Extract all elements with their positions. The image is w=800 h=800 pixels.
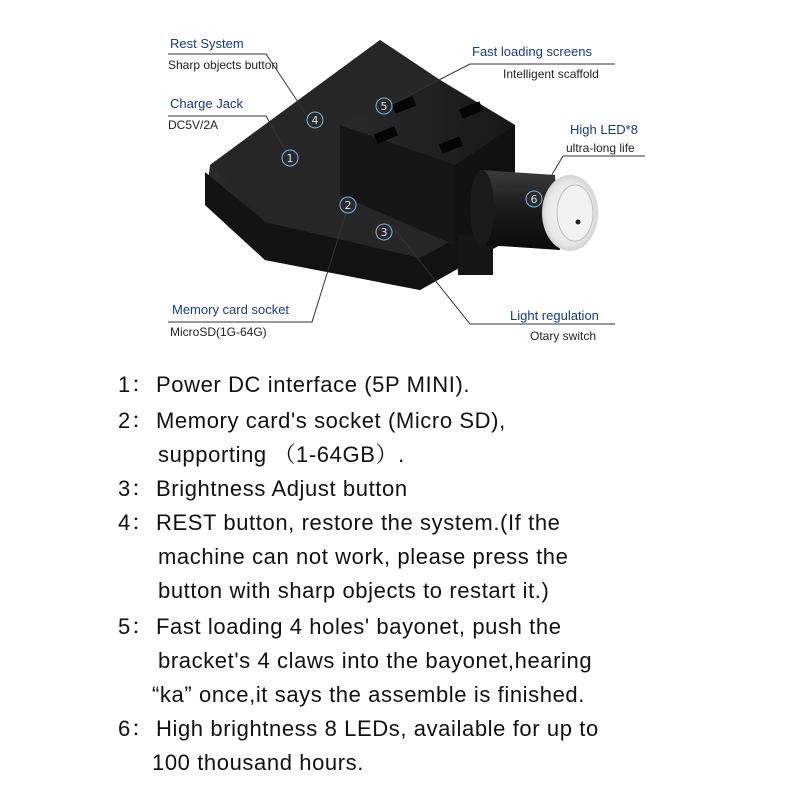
marker-6: 6 — [530, 193, 538, 206]
feature-2-line-2: supporting （1-64GB）. — [158, 442, 405, 467]
feature-5-line-3: “ka” once,it says the assemble is finished. — [152, 682, 585, 707]
callout-fast-title: Fast loading screens — [472, 44, 592, 59]
feature-6-line-1: High brightness 8 LEDs, available for up to — [156, 716, 599, 741]
marker-1: 1 — [286, 152, 294, 165]
callout-rest-sub: Sharp objects button — [168, 58, 279, 72]
feature-5-line-2: bracket's 4 claws into the bayonet,hearing — [158, 648, 593, 673]
feature-4-line-1: REST button, restore the system.(If the — [156, 510, 561, 535]
callout-fast-sub: Intelligent scaffold — [503, 67, 599, 81]
feature-5-line-1: Fast loading 4 holes' bayonet, push the — [156, 614, 562, 639]
callout-led-sub: ultra-long life — [566, 141, 635, 155]
feature-4-line-3: button with sharp objects to restart it.) — [158, 578, 550, 603]
feature-3-line-1: Brightness Adjust button — [156, 476, 408, 501]
camera-tube — [470, 170, 598, 251]
feature-4-line-2: machine can not work, please press the — [158, 544, 569, 569]
device-illustration — [0, 0, 800, 360]
feature-5-number: 5： — [118, 614, 154, 639]
feature-2 — [118, 404, 506, 438]
feature-4-number: 4： — [118, 510, 154, 535]
feature-1-line-1: Power DC interface (5P MINI). — [156, 372, 471, 397]
feature-3-number: 3： — [118, 476, 154, 501]
feature-5 — [118, 610, 562, 644]
marker-4: 4 — [311, 114, 319, 127]
callout-charge-title: Charge Jack — [170, 96, 243, 111]
callout-light-sub: Otary switch — [530, 329, 597, 343]
feature-6-number: 6： — [118, 716, 154, 741]
callout-charge-sub: DC5V/2A — [168, 118, 219, 132]
feature-1-number: 1： — [118, 372, 154, 397]
feature-3 — [118, 472, 408, 506]
marker-2: 2 — [344, 199, 352, 212]
feature-6 — [118, 712, 599, 746]
feature-list — [0, 368, 800, 788]
feature-2-line-1: Memory card's socket (Micro SD), — [156, 408, 506, 433]
callout-memory-title: Memory card socket — [172, 302, 290, 317]
feature-6-line-2: 100 thousand hours. — [152, 750, 364, 775]
feature-1 — [118, 368, 470, 402]
marker-5: 5 — [380, 100, 388, 113]
feature-4 — [118, 506, 561, 540]
callout-rest-title: Rest System — [170, 36, 244, 51]
callout-light-title: Light regulation — [510, 308, 599, 323]
feature-2-number: 2： — [118, 408, 154, 433]
product-figure — [0, 0, 800, 360]
marker-3: 3 — [380, 226, 388, 239]
callout-memory-sub: MicroSD(1G-64G) — [170, 325, 267, 339]
callout-led-title: High LED*8 — [570, 122, 638, 137]
